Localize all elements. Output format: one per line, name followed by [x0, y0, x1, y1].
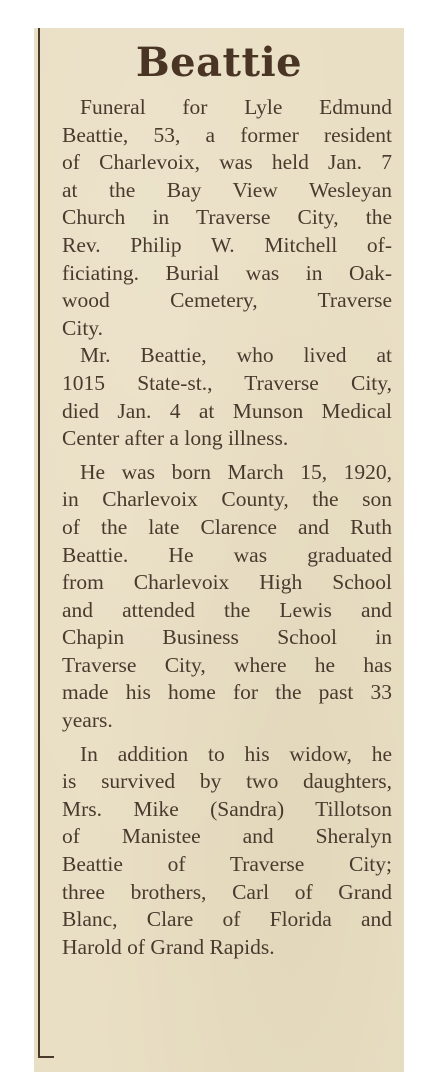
paragraph-3-line-8: Traverse City, where he has: [62, 652, 392, 677]
column-rule-foot: [38, 1056, 54, 1058]
paragraph-3-line-6: and attended the Lewis and: [62, 597, 392, 622]
paragraph-1-line-7: ficiating. Burial was in Oak-: [62, 260, 392, 285]
paragraph-2-line-2: 1015 State-st., Traverse City,: [62, 370, 392, 395]
paragraph-4-line-1: In addition to his widow, he: [80, 741, 392, 766]
paragraph-1-line-4: at the Bay View Wesleyan: [62, 177, 392, 202]
paragraph-3-line-7: Chapin Business School in: [62, 625, 392, 650]
paragraph-3-line-2: in Charlevoix County, the son: [62, 487, 392, 512]
paragraph-4-line-5: Beattie of Traverse City;: [62, 852, 392, 877]
paragraph-3-line-10: years.: [62, 708, 113, 733]
paragraph-3-line-1: He was born March 15, 1920,: [80, 459, 392, 484]
paragraph-2-line-3: died Jan. 4 at Munson Medical: [62, 398, 392, 423]
column-rule: [38, 28, 40, 1058]
paragraph-4-line-4: of Manistee and Sheralyn: [62, 824, 392, 849]
paragraph-1-line-3: of Charlevoix, was held Jan. 7: [62, 150, 392, 175]
paragraph-2-line-1: Mr. Beattie, who lived at: [80, 343, 392, 368]
paragraph-4-line-8: Harold of Grand Rapids.: [62, 934, 275, 959]
paragraph-2-line-4: Center after a long illness.: [62, 426, 289, 451]
paragraph-1-line-9: City.: [62, 315, 104, 340]
paragraph-1-line-6: Rev. Philip W. Mitchell of-: [62, 232, 392, 257]
obituary-body: [62, 94, 392, 961]
paragraph-1-line-2: Beattie, 53, a former resident: [62, 122, 392, 147]
paragraph-1-line-8: wood Cemetery, Traverse: [62, 288, 392, 313]
paragraph-4-line-6: three brothers, Carl of Grand: [62, 879, 392, 904]
obituary-headline: Beattie: [135, 39, 303, 86]
paragraph-3-line-4: Beattie. He was graduated: [62, 542, 392, 567]
paragraph-3-line-5: from Charlevoix High School: [62, 570, 392, 595]
paragraph-1-line-5: Church in Traverse City, the: [62, 205, 392, 230]
paragraph-4-line-3: Mrs. Mike (Sandra) Tillotson: [62, 796, 392, 821]
obituary-clipping: [34, 28, 404, 1072]
paragraph-4-line-2: is survived by two daughters,: [62, 769, 392, 794]
paragraph-3-line-3: of the late Clarence and Ruth: [62, 514, 392, 539]
paragraph-1-line-1: Funeral for Lyle Edmund: [80, 95, 392, 119]
paragraph-4-line-7: Blanc, Clare of Florida and: [62, 907, 392, 932]
paragraph-3-line-9: made his home for the past 33: [62, 680, 392, 705]
